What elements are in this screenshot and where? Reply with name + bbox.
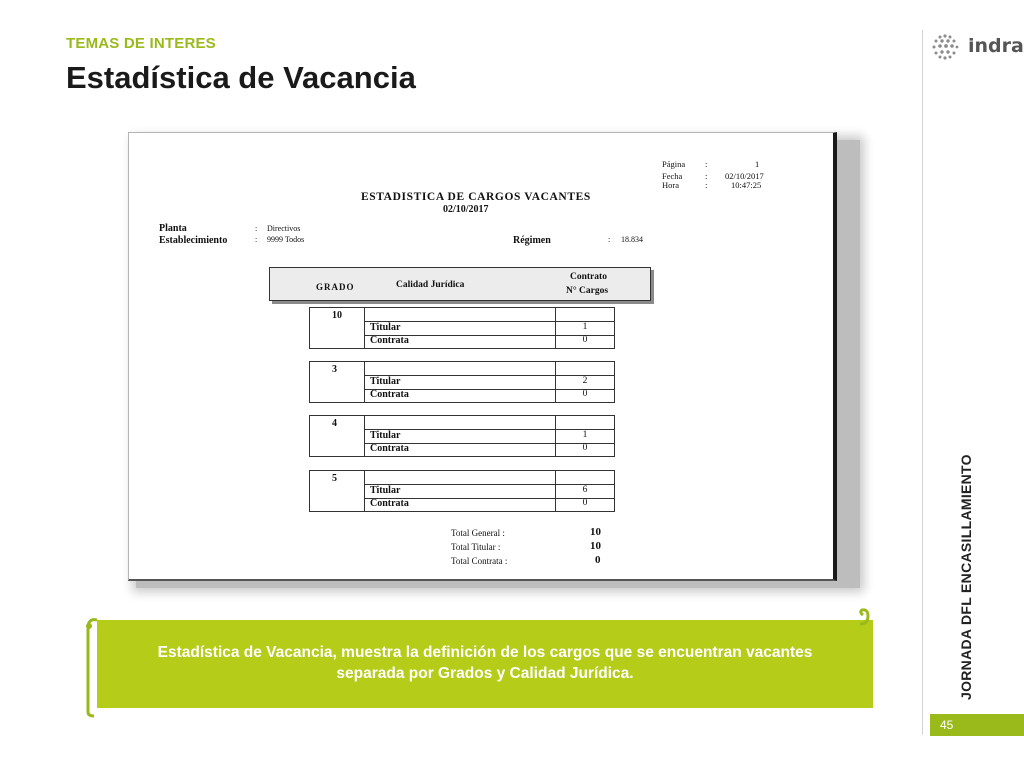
row-label: Contrata <box>370 389 409 400</box>
meta-hora-value: 10:47:25 <box>731 180 762 190</box>
banner-line-2: separada por Grados y Calidad Jurídica. <box>336 665 634 682</box>
row-value: 0 <box>582 335 588 345</box>
banner-line-1: Estadística de Vacancia, muestra la definición de los cargos que se encuentran vacantes <box>157 644 813 661</box>
row-label: Titular <box>370 485 401 496</box>
regimen-label: Régimen <box>513 235 551 246</box>
grado-number: 10 <box>332 310 342 321</box>
row-value: 1 <box>582 430 588 440</box>
banner-text <box>97 642 873 684</box>
caption-banner <box>80 612 872 720</box>
grado-number: 5 <box>332 473 337 484</box>
meta-fecha-value: 02/10/2017 <box>725 171 764 181</box>
row-label: Titular <box>370 376 401 387</box>
total-contrata-value: 0 <box>595 554 601 566</box>
row-label: Titular <box>370 322 401 333</box>
grado-group <box>309 415 615 457</box>
row-value: 0 <box>582 443 588 453</box>
total-general-label: Total General : <box>451 528 505 538</box>
report-title: ESTADISTICA DE CARGOS VACANTES <box>361 191 591 203</box>
grado-number: 4 <box>332 418 337 429</box>
page-number: 45 <box>940 718 954 732</box>
meta-pagina-label: Página <box>662 159 686 169</box>
meta-hora-label: Hora <box>662 180 679 190</box>
row-value: 0 <box>582 389 588 399</box>
header-cargos: N° Cargos <box>566 286 609 296</box>
scroll-curl-right-icon <box>858 606 872 626</box>
meta-pagina-value: 1 <box>755 159 760 169</box>
row-label: Titular <box>370 430 401 441</box>
row-label: Contrata <box>370 498 409 509</box>
side-label-container <box>948 454 974 700</box>
row-value: 6 <box>582 485 588 495</box>
establecimiento-sep: : <box>255 235 258 244</box>
planta-label: Planta <box>159 223 187 234</box>
planta-sep: : <box>255 224 258 233</box>
logo-text: indra <box>968 35 1024 57</box>
total-contrata-label: Total Contrata : <box>451 556 508 566</box>
page-number-badge <box>930 714 1024 736</box>
row-value: 0 <box>582 498 588 508</box>
establecimiento-label: Establecimiento <box>159 235 228 246</box>
establecimiento-value: 9999 Todos <box>267 235 305 244</box>
row-label: Contrata <box>370 443 409 454</box>
report-date: 02/10/2017 <box>443 204 489 215</box>
vertical-divider <box>922 30 923 735</box>
row-label: Contrata <box>370 335 409 346</box>
grado-group <box>309 307 615 349</box>
banner-body <box>97 620 873 708</box>
slide-kicker: TEMAS DE INTERES <box>66 35 216 52</box>
row-value: 2 <box>582 376 588 386</box>
header-contrato: Contrato <box>570 272 607 282</box>
meta-fecha-label: Fecha <box>662 171 683 181</box>
side-label: JORNADA DFL ENCASILLAMIENTO <box>958 454 974 700</box>
grado-group <box>309 470 615 512</box>
header-calidad: Calidad Jurídica <box>396 280 465 290</box>
dotted-sphere-icon <box>930 32 960 62</box>
total-titular-value: 10 <box>590 540 601 552</box>
row-value: 1 <box>582 322 588 332</box>
indra-logo <box>930 32 1024 62</box>
grado-group <box>309 361 615 403</box>
header-grado: GRADO <box>316 282 355 292</box>
table-header <box>269 267 651 301</box>
meta-hora-sep: : <box>705 180 708 190</box>
regimen-sep: : <box>608 235 611 244</box>
slide-title: Estadística de Vacancia <box>66 60 416 95</box>
meta-pagina-sep: : <box>705 159 708 169</box>
total-general-value: 10 <box>590 526 601 538</box>
total-titular-label: Total Titular : <box>451 542 501 552</box>
planta-value: Directivos <box>267 224 301 233</box>
grado-number: 3 <box>332 364 337 375</box>
meta-fecha-sep: : <box>705 171 708 181</box>
report-document <box>128 132 837 581</box>
regimen-value: 18.834 <box>621 235 643 244</box>
